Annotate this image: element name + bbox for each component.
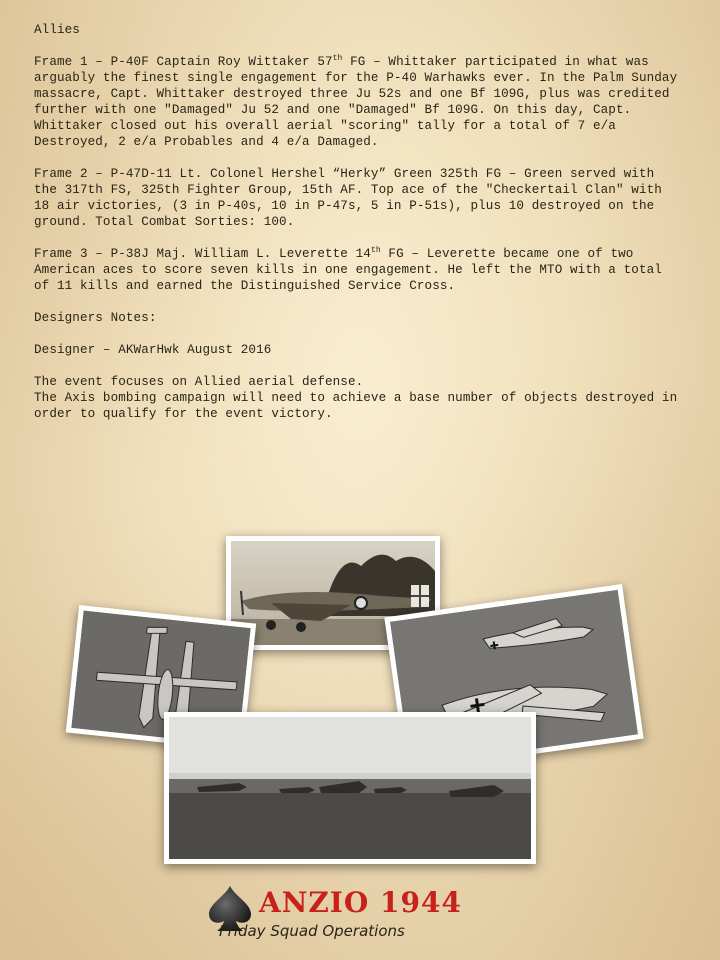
aircraft-photo-icon: [169, 717, 531, 859]
frame-1-paragraph: [34, 54, 684, 150]
frame-1-rest: FG – Whittaker participated in what was arguably the finest single engagement for the P-40 Warhawks ever. In the Palm Sunday massacre, Capt. Whittaker destroyed three Ju 52s and one Bf 109G, plus was credited further with one "Damaged" Ju 52 and one "Damaged" Bf 109G. On this day, Capt. Whittaker closed out his overall aerial "scoring" tally for a total of 7 e/a Destroyed, 2 e/a Probables and 4 e/a Damaged.: [34, 55, 678, 149]
note-line-2: The Axis bombing campaign will need to achieve a base number of objects destroyed in order to qualify for the event victory.: [34, 391, 678, 421]
section-heading: Allies: [34, 23, 80, 37]
frame-3-prefix: Frame 3 – P-38J Maj. William L. Leverette 14: [34, 247, 371, 261]
frame-2-paragraph: Frame 2 – P-47D-11 Lt. Colonel Hershel “Herky” Green 325th FG – Green served with the 317th FS, 325th Fighter Group, 15th AF. Top ace of the "Checkertail Clan" with 18 air victories, (3 in P-40s, 10 in P-47s, 5 in P-51s), plus 10 destroyed on the ground. Total Combat Sorties: 100.: [34, 167, 662, 229]
designer-heading: Designers Notes:: [34, 311, 157, 325]
photo-airfield-lineup: [164, 712, 536, 864]
note-line-1: The event focuses on Allied aerial defense.: [34, 375, 364, 389]
frame-1-prefix: Frame 1 – P-40F Captain Roy Wittaker 57: [34, 55, 333, 69]
frame-1-sup: th: [332, 53, 343, 63]
frame-3-rest: FG – Leverette became one of two American aces to score seven kills in one engagement. He left the MTO with a total of 11 kills and earned the Distinguished Service Cross.: [34, 247, 662, 293]
document-body: [34, 22, 684, 422]
anzio-logo: [207, 882, 507, 944]
frame-3-paragraph: [34, 246, 684, 294]
frame-3-sup: th: [370, 245, 381, 255]
logo-title: ANZIO 1944: [259, 886, 462, 919]
logo-subtitle: Friday Squad Operations: [219, 922, 405, 940]
designer-line: Designer – AKWarHwk August 2016: [34, 343, 272, 357]
